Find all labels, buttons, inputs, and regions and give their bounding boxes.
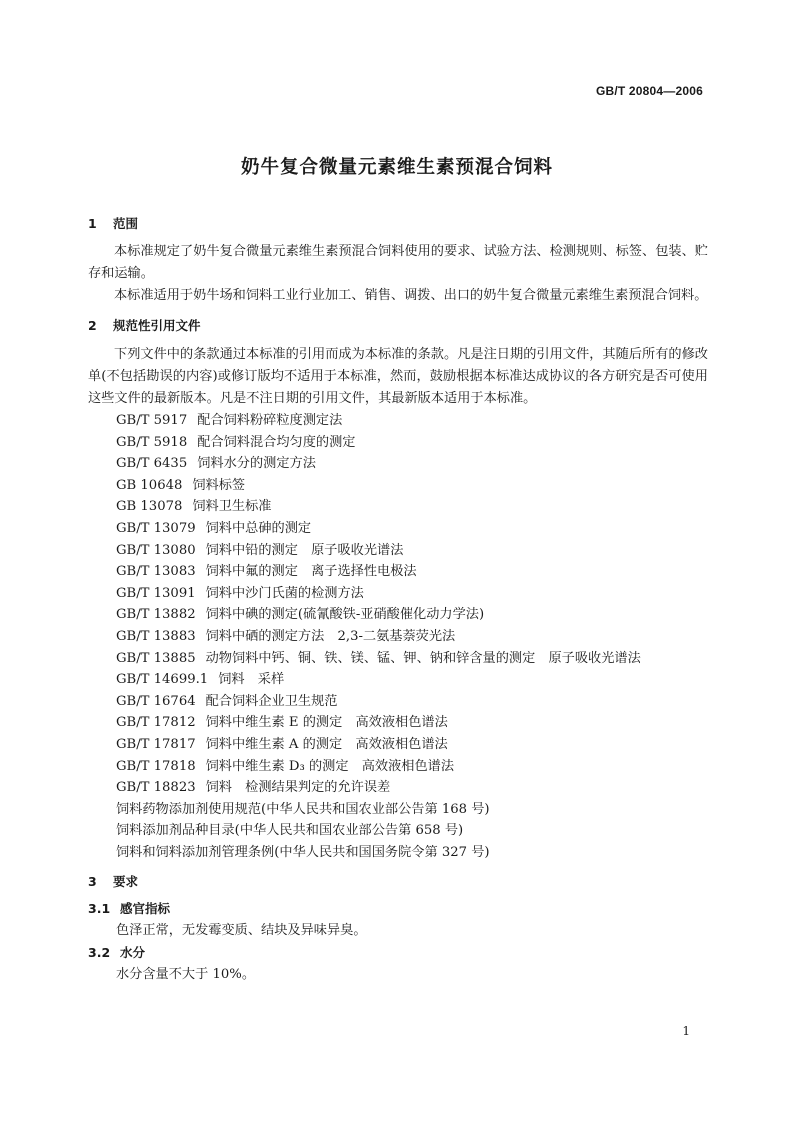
- reference-item: [88, 540, 708, 562]
- section-1-heading: [88, 213, 708, 235]
- reference-code: GB/T 17817: [116, 736, 196, 752]
- reference-item: [88, 604, 708, 626]
- reference-title: 饲料中沙门氏菌的检测方法: [205, 585, 364, 601]
- reference-title: 饲料中氟的测定 离子选择性电极法: [205, 564, 417, 580]
- reference-code: GB/T 6435: [116, 456, 188, 472]
- reference-code: GB/T 16764: [116, 693, 196, 709]
- sensory-requirement-text: 色泽正常，无发霉变质、结块及异味异臭。: [116, 923, 367, 939]
- reference-title: 饲料标签: [192, 477, 246, 493]
- reference-code: GB/T 17818: [116, 758, 196, 774]
- standard-code: GB/T 20804—2006: [595, 84, 703, 98]
- reference-title: 配合饲料企业卫生规范: [205, 693, 338, 709]
- reference-code: GB/T 5918: [116, 434, 188, 450]
- reference-item: [88, 712, 708, 734]
- reference-title: 饲料中铅的测定 原子吸收光谱法: [205, 542, 404, 558]
- reference-item: [88, 432, 708, 454]
- reference-code: GB/T 13079: [116, 520, 196, 536]
- references-intro: 下列文件中的条款通过本标准的引用而成为本标准的条款。凡是注日期的引用文件，其随后所有的修改单(不包括勘误的内容)或修订版均不适用于本标准，然而，鼓励根据本标准达成协议的各方研究是否可使用这些文件的最新版本。凡是不注日期的引用文件，其最新版本适用于本标准。: [88, 347, 708, 406]
- reference-title: 饲料水分的测定方法: [197, 456, 316, 472]
- scope-paragraph-2: 本标准适用于奶牛场和饲料工业行业加工、销售、调拨、出口的奶牛复合微量元素维生素预混合饲料。: [114, 288, 708, 303]
- section-3-heading: [88, 871, 708, 893]
- reference-title: 饲料卫生标准: [192, 499, 272, 515]
- reference-item: [88, 453, 708, 475]
- reference-item: [88, 496, 708, 518]
- reference-code: GB/T 13885: [116, 650, 196, 666]
- subsection-3-1-heading: [88, 898, 708, 920]
- reference-item: [88, 648, 708, 670]
- reference-code: GB/T 5917: [116, 413, 188, 428]
- reference-code: GB/T 13080: [116, 542, 196, 558]
- reference-item: [88, 583, 708, 605]
- regulation-item: 饲料和饲料添加剂管理条例(中华人民共和国国务院令第 327 号): [116, 844, 490, 860]
- reference-title: 饲料 采样: [218, 672, 285, 688]
- document-title: 奶牛复合微量元素维生素预混合饲料: [240, 157, 553, 178]
- reference-item: [88, 626, 708, 648]
- reference-code: GB/T 13882: [116, 607, 196, 623]
- reference-code: GB/T 17812: [116, 715, 196, 731]
- reference-item: [88, 756, 708, 778]
- section-number: 3: [88, 874, 97, 890]
- subsection-3-2-heading: [88, 942, 708, 964]
- reference-code: GB/T 18823: [116, 780, 196, 796]
- reference-list: [88, 410, 708, 799]
- document-body: [88, 213, 708, 986]
- reference-title: 饲料中总砷的测定: [205, 520, 312, 536]
- section-title: 规范性引用文件: [113, 318, 201, 333]
- regulation-list: [88, 799, 708, 864]
- reference-item: [88, 691, 708, 713]
- page-number: 1: [682, 1024, 690, 1038]
- reference-title: 动物饲料中钙、铜、铁、镁、锰、钾、钠和锌含量的测定 原子吸收光谱法: [205, 650, 641, 666]
- subsection-title: 水分: [120, 945, 146, 961]
- subsection-title: 感官指标: [120, 901, 171, 917]
- reference-title: 饲料中维生素 E 的测定 高效液相色谱法: [205, 715, 448, 731]
- scope-paragraph-1: 本标准规定了奶牛复合微量元素维生素预混合饲料使用的要求、试验方法、检测规则、标签、包装、贮存和运输。: [88, 244, 708, 281]
- reference-code: GB/T 14699.1: [116, 672, 209, 688]
- reference-title: 配合饲料粉碎粒度测定法: [197, 413, 343, 428]
- reference-item: [88, 669, 708, 691]
- reference-title: 饲料中硒的测定方法 2,3-二氨基萘荧光法: [205, 628, 456, 644]
- reference-code: GB/T 13883: [116, 628, 196, 644]
- section-title: 范围: [113, 216, 139, 231]
- reference-item: [88, 777, 708, 799]
- reference-title: 饲料 检测结果判定的允许误差: [205, 780, 391, 796]
- reference-item: [88, 518, 708, 540]
- reference-item: [88, 475, 708, 497]
- section-number: 1: [88, 216, 97, 231]
- reference-title: 饲料中维生素 A 的测定 高效液相色谱法: [205, 736, 448, 752]
- subsection-number: 3.2: [88, 945, 111, 961]
- reference-code: GB 13078: [116, 499, 183, 515]
- reference-code: GB/T 13091: [116, 585, 196, 601]
- reference-item: [88, 561, 708, 583]
- reference-code: GB/T 13083: [116, 564, 196, 580]
- reference-item: [88, 734, 708, 756]
- reference-code: GB 10648: [116, 477, 183, 493]
- reference-title: 饲料中碘的测定(硫氰酸铁-亚硝酸催化动力学法): [205, 607, 485, 623]
- reference-item: [88, 410, 708, 432]
- section-number: 2: [88, 318, 97, 333]
- regulation-item: 饲料药物添加剂使用规范(中华人民共和国农业部公告第 168 号): [116, 801, 490, 817]
- moisture-requirement-text: 水分含量不大于 10%。: [116, 967, 256, 983]
- reference-title: 配合饲料混合均匀度的测定: [197, 434, 356, 450]
- section-2-heading: [88, 315, 708, 337]
- regulation-item: 饲料添加剂品种目录(中华人民共和国农业部公告第 658 号): [116, 823, 464, 839]
- subsection-number: 3.1: [88, 901, 111, 917]
- section-title: 要求: [113, 874, 139, 890]
- reference-title: 饲料中维生素 D₃ 的测定 高效液相色谱法: [205, 758, 455, 774]
